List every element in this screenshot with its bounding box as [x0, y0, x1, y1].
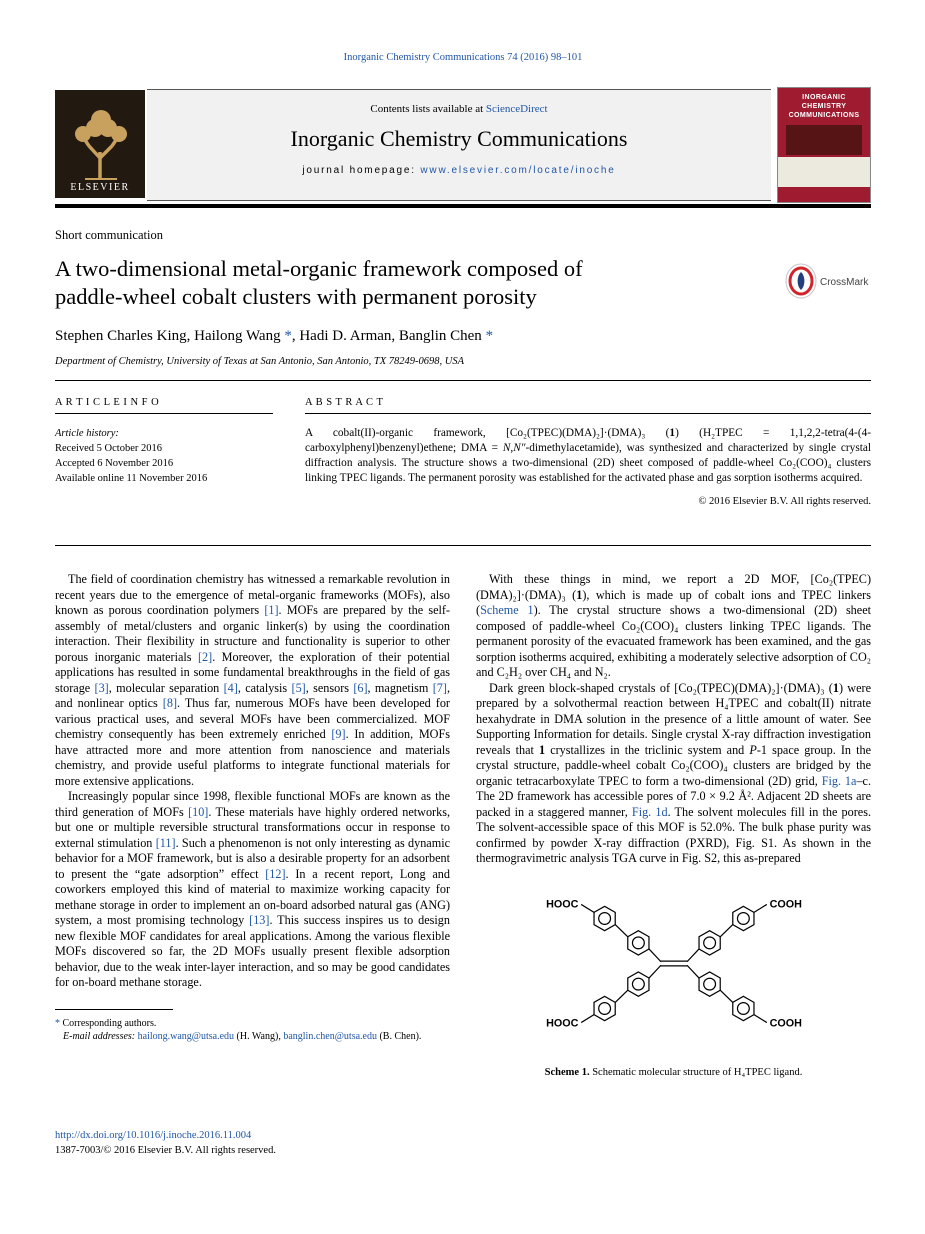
text-segment: . MOFs are prepared by the self-assembly of metal/clusters and organic linker(s) by using the coordination interaction. Their flexibility in structure and functionality is superior to other porous inorganic materials — [55, 603, 450, 664]
body-paragraph — [55, 572, 450, 789]
article-history-label: Article history: — [55, 428, 119, 439]
inline-link[interactable]: * — [284, 328, 292, 344]
inline-link[interactable]: [11] — [155, 835, 176, 850]
homepage-prefix: journal homepage: — [302, 165, 421, 176]
text-segment: , Hadi D. Arman, Banglin Chen — [291, 328, 486, 344]
scheme-label-cooh-topright: COOH — [769, 897, 802, 910]
text-segment: , molecular separation — [108, 680, 224, 695]
text-segment: . These materials have highly ordered networks, but one or multiple reversible structural transformations occur in response to external stimulation — [55, 804, 450, 850]
elsevier-tree-icon — [55, 102, 145, 182]
abstract-heading: A B S T R A C T — [305, 397, 871, 414]
inline-link[interactable]: Fig. 1a — [821, 773, 857, 788]
inline-link[interactable]: Scheme 1 — [480, 603, 534, 617]
text-segment: , catalysis — [237, 680, 292, 695]
crossmark-badge[interactable] — [783, 259, 869, 308]
info-abstract-section — [55, 380, 871, 546]
abstract-column — [305, 397, 871, 507]
journal-title: Inorganic Chemistry Communications — [290, 126, 628, 151]
article-info-heading: A R T I C L E I N F O — [55, 397, 273, 414]
inline-link[interactable]: [1] — [264, 603, 279, 617]
text-segment: With these things in mind, we report a 2D MOF, [Co₂(TPEC)(DMA)₂]·(DMA)₃ ( — [476, 572, 871, 602]
text-segment: E-mail addresses: — [63, 1031, 138, 1042]
text-segment: A cobalt(II)-organic framework, [Co₂(TPEC)(DMA)₂]·(DMA)₃ ( — [305, 427, 670, 439]
homepage-line — [147, 165, 771, 176]
text-segment: . In addition, MOFs have attracted more and more attention from nanoscience and materials chemistry, and provide useful platforms to integrate functional materials for more extensive applications. — [55, 727, 450, 788]
body-right-column — [476, 572, 871, 1078]
footnote-line-2 — [55, 1030, 450, 1044]
text-segment: , magnetism — [367, 680, 433, 695]
text-segment: , sensors — [305, 680, 354, 695]
abstract-text — [305, 426, 871, 486]
text-segment: The field of coordination chemistry has witnessed a remarkable revolution in recent years due to the emergence of metal-organic frameworks (MOFs), also known as porous coordination polymers — [55, 572, 450, 617]
text-segment: ) were prepared by a solvothermal reaction between H₄TPEC and cobalt(II) nitrate hexahydrate in DMA solution in the presence of a little amount of water. See Supporting Information for details. Single crystal X-ray diffraction investigation reveals that — [476, 680, 871, 757]
body-paragraph — [476, 572, 871, 681]
cover-line-3: COMMUNICATIONS — [788, 112, 860, 119]
body-columns — [55, 572, 871, 1078]
scheme-1-figure — [476, 879, 871, 1078]
article-info-column — [55, 397, 273, 507]
text-segment: ). The crystal structure shows a two-dimensional (2D) sheet composed of paddle-wheel Co₂(COO)₄ clusters linking TPEC ligands. The permanent porosity of the evacuated framework has been examined, and the gas sorption isotherms acquired, exhibiting a moderately selective adsorption of CO₂ and C₂H₂ over CH₄ and N₂. — [476, 603, 871, 679]
inline-link[interactable]: banglin.chen@utsa.edu — [283, 1031, 377, 1042]
text-segment: Schematic molecular structure of H₄TPEC ligand. — [589, 1066, 803, 1078]
doi-link[interactable]: http://dx.doi.org/10.1016/j.inoche.2016.11.004 — [55, 1130, 252, 1141]
journal-citation: Inorganic Chemistry Communications 74 (2016) 98–101 — [343, 52, 583, 63]
inline-link[interactable]: [10] — [188, 804, 209, 819]
inline-link[interactable]: [7] — [432, 680, 447, 695]
issn-copyright-line: 1387-7003/© 2016 Elsevier B.V. All rights reserved. — [55, 1145, 276, 1156]
scheme-1-caption — [476, 1067, 871, 1078]
history-available: Available online 11 November 2016 — [55, 473, 208, 484]
inline-link[interactable]: * — [485, 328, 494, 344]
text-segment: P — [749, 742, 757, 757]
cover-middle-band — [778, 157, 870, 187]
corresponding-author-footnote — [55, 1009, 450, 1044]
article-title-line-1: A two-dimensional metal-organic framework composed of — [55, 256, 583, 281]
inline-link[interactable]: [5] — [291, 680, 306, 695]
journal-header — [55, 89, 871, 199]
footnote-line-1 — [55, 1017, 450, 1031]
scheme-label-cooh-bottomright: COOH — [769, 1016, 802, 1029]
crossmark-label: CrossMark — [820, 277, 869, 288]
text-segment: . This success inspires us to design new flexible MOF candidates for areal applications. Among the various flexible MOFs discovered so far, the 2D MOFs usually present flexible adsorption behavior, due to the weak inter-layer interaction, and so may be good candidates for on-board methane storage. — [55, 913, 450, 989]
text-segment: 1 — [539, 742, 546, 757]
abstract-copyright: © 2016 Elsevier B.V. All rights reserved. — [698, 496, 871, 507]
text-segment: 1 — [576, 587, 583, 602]
elsevier-logo[interactable] — [55, 90, 145, 198]
contents-prefix: Contents lists available at — [370, 103, 486, 115]
inline-link[interactable]: [9] — [331, 727, 346, 741]
inline-link[interactable]: hailong.wang@utsa.edu — [137, 1031, 235, 1042]
inline-link[interactable]: [4] — [223, 680, 238, 695]
text-segment: Scheme 1. — [544, 1066, 590, 1078]
author-list — [55, 328, 871, 345]
elsevier-logo-label: ELSEVIER — [70, 182, 130, 193]
article-title — [55, 255, 735, 311]
cover-bottom-band — [778, 187, 870, 203]
article-title-line-2: paddle-wheel cobalt clusters with permanent porosity — [55, 284, 537, 309]
text-segment: Dark green block-shaped crystals of [Co₂(TPEC)(DMA)₂]·(DMA)₃ ( — [489, 680, 833, 695]
text-segment: ) (H₂TPEC = 1,1,2,2-tetra(4-(4-carboxylphenyl)benzenyl)ethene; DMA = — [305, 427, 871, 454]
page-content — [55, 0, 871, 1078]
header-divider-rule — [55, 204, 871, 208]
text-segment: . Moreover, the exploration of their potential applications has resulted in some fundamental breakthroughs in the field of gas storage — [55, 649, 450, 695]
sciencedirect-link[interactable]: ScienceDirect — [485, 103, 548, 115]
affiliation: Department of Chemistry, University of Texas at San Antonio, San Antonio, TX 78249-0698, USA — [55, 356, 465, 367]
history-received: Received 5 October 2016 — [55, 443, 163, 454]
cover-image-placeholder — [786, 125, 862, 155]
text-segment: . The solvent molecules fill in the pores. The solvent-accessible space of this MOF is 52.0%. The bulk phase purity was confirmed by powder X-ray diffraction (PXRD), Fig. S1. As shown in the thermogravimetric analysis TGA curve in Fig. S2, this as-prepared — [476, 804, 871, 865]
cover-line-1: INORGANIC — [802, 94, 846, 101]
inline-link[interactable]: [12] — [265, 866, 286, 881]
inline-link[interactable]: Fig. 1d — [631, 804, 668, 819]
inline-link[interactable]: [2] — [197, 649, 213, 664]
journal-masthead — [147, 89, 771, 201]
page-footer — [55, 1128, 276, 1158]
text-segment: , and nonlinear optics — [55, 680, 451, 710]
text-segment: (B. Chen). — [376, 1031, 422, 1042]
body-left-column — [55, 572, 450, 1078]
inline-link[interactable]: * — [55, 1017, 60, 1029]
text-segment: N,N″ — [502, 442, 526, 454]
text-segment: Corresponding authors. — [60, 1017, 157, 1029]
inline-link[interactable]: [8] — [162, 696, 178, 710]
inline-link[interactable]: [6] — [353, 680, 368, 695]
text-segment: . In a recent report, Long and coworkers employed this kind of material to maximize working capacity for methane storage in order to implement an on-board adsorbed natural gas (ANG) system, a most promising technology — [55, 866, 450, 927]
footnote-divider — [55, 1009, 173, 1010]
text-segment: . Thus far, numerous MOFs have been developed for various practical uses, and several MOFs have been commercialized. MOF chemistry consequently has been extremely enriched — [55, 696, 450, 741]
text-segment: ), which is made up of cobalt ions and TPEC linkers ( — [476, 587, 871, 617]
text-segment: 1 — [832, 680, 839, 695]
text-segment: -dimethylacetamide), was synthesized and characterized by single crystal diffraction analysis. The structure shows a two-dimensional (2D) sheet composed of paddle-wheel Co₂(COO)₄ clusters linking TPEC ligands. The permanent porosity was established for the activated phase and gas sorption isotherms acquired. — [305, 442, 872, 484]
text-segment: crystallizes in the triclinic system and — [545, 742, 750, 757]
cover-title — [778, 88, 870, 157]
text-segment: –c. The 2D framework has accessible pores of 7.0 × 9.2 Å². Adjacent 2D sheets are packed in a staggered manner, — [476, 773, 871, 819]
tpec-structure-drawing — [524, 879, 824, 1048]
text-segment: Stephen Charles King, Hailong Wang — [55, 328, 285, 344]
history-accepted: Accepted 6 November 2016 — [55, 458, 174, 469]
article-type: Short communication — [55, 228, 163, 242]
scheme-label-hooc-topleft: HOOC — [545, 897, 578, 910]
text-segment: (H. Wang), — [234, 1031, 284, 1042]
text-segment: Increasingly popular since 1998, flexible functional MOFs are known as the third generation of MOFs — [55, 789, 450, 819]
text-segment: -1 space group. In the crystal structure, paddle-wheel cobalt Co₂(COO)₄ clusters are bridged by the organic tetracarboxylate TPEC to form a two-dimensional (2D) grid, — [476, 742, 871, 788]
journal-cover-thumbnail[interactable] — [777, 87, 871, 203]
text-segment: 1 — [669, 427, 676, 439]
inline-link[interactable]: [3] — [94, 680, 109, 695]
text-segment: . Such a phenomenon is not only interesting as dynamic behavior for a MOF framework, but is also a desirable property for an adsorbent to present the “gate adsorption” effect — [55, 835, 450, 881]
title-row — [55, 255, 871, 311]
homepage-url-link[interactable]: www.elsevier.com/locate/inoche — [420, 165, 616, 176]
body-paragraph — [55, 789, 450, 991]
inline-link[interactable]: [13] — [249, 913, 270, 927]
contents-line — [147, 103, 771, 115]
body-paragraph — [476, 681, 871, 867]
cover-line-2: CHEMISTRY — [801, 103, 847, 110]
scheme-label-hooc-bottomleft: HOOC — [545, 1016, 578, 1029]
